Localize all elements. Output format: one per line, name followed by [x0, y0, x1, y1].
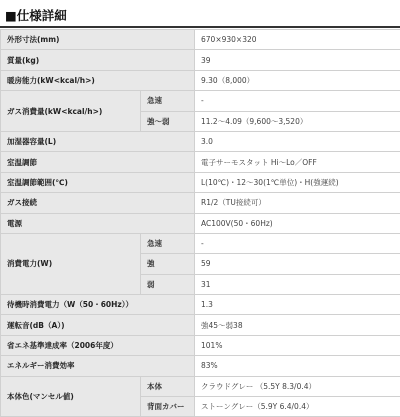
spec-sublabel: 急速: [141, 91, 195, 111]
spec-label: 省エネ基準達成率（2006年度）: [1, 335, 195, 355]
spec-value: ストーングレー（5.9Y 6.4/0.4）: [195, 397, 400, 417]
table-row: [1, 335, 400, 355]
spec-value: -: [195, 91, 400, 111]
table-row: [1, 70, 400, 90]
table-row: [1, 152, 400, 172]
table-row: [1, 50, 400, 70]
spec-table: [0, 29, 400, 417]
table-row: [1, 315, 400, 335]
spec-value: 101%: [195, 335, 400, 355]
table-row: [1, 91, 400, 111]
spec-label: 外形寸法(mm): [1, 30, 195, 50]
spec-label: 室温調節: [1, 152, 195, 172]
spec-label: 消費電力(W): [1, 233, 141, 294]
spec-value: AC100V(50・60Hz): [195, 213, 400, 233]
spec-value: クラウドグレー （5.5Y 8.3/0.4）: [195, 376, 400, 396]
spec-value: 3.0: [195, 131, 400, 151]
spec-sublabel: 本体: [141, 376, 195, 396]
table-row: [1, 131, 400, 151]
spec-label: 質量(kg): [1, 50, 195, 70]
spec-label: ガス接続: [1, 193, 195, 213]
spec-label: エネルギー消費効率: [1, 356, 195, 376]
spec-label: 室温調節範囲(℃): [1, 172, 195, 192]
spec-value: 39: [195, 50, 400, 70]
spec-value: R1/2（TU接続可）: [195, 193, 400, 213]
spec-value: 11.2～4.09（9,600～3,520）: [195, 111, 400, 131]
table-row: [1, 295, 400, 315]
spec-value: 83%: [195, 356, 400, 376]
spec-label: 電源: [1, 213, 195, 233]
spec-label: 暖房能力(kW<kcal/h>): [1, 70, 195, 90]
table-row: [1, 233, 400, 253]
spec-sublabel: 強: [141, 254, 195, 274]
spec-value: 9.30（8,000）: [195, 70, 400, 90]
spec-label: 加湿器容量(L): [1, 131, 195, 151]
spec-value: 670×930×320: [195, 30, 400, 50]
section-title: ■仕様詳細: [5, 8, 67, 24]
spec-sublabel: 弱: [141, 274, 195, 294]
spec-sublabel: 強～弱: [141, 111, 195, 131]
spec-value: 強45～弱38: [195, 315, 400, 335]
spec-label: ガス消費量(kW<kcal/h>): [1, 91, 141, 132]
spec-value: 1.3: [195, 295, 400, 315]
spec-sublabel: 急速: [141, 233, 195, 253]
spec-value: 31: [195, 274, 400, 294]
spec-value: -: [195, 233, 400, 253]
table-row: [1, 376, 400, 396]
table-row: [1, 356, 400, 376]
table-row: [1, 30, 400, 50]
table-row: [1, 172, 400, 192]
spec-label: 待機時消費電力（W（50・60Hz））: [1, 295, 195, 315]
spec-value: 59: [195, 254, 400, 274]
spec-sublabel: 背面カバー: [141, 397, 195, 417]
title-rule: [0, 26, 400, 28]
spec-label: 本体色(マンセル値): [1, 376, 141, 417]
spec-label: 運転音(dB（A）): [1, 315, 195, 335]
table-row: [1, 213, 400, 233]
spec-value: 電子サーモスタット Hi～Lo／OFF: [195, 152, 400, 172]
table-row: [1, 193, 400, 213]
spec-value: L(10℃)・12～30(1℃単位)・H(強運続): [195, 172, 400, 192]
